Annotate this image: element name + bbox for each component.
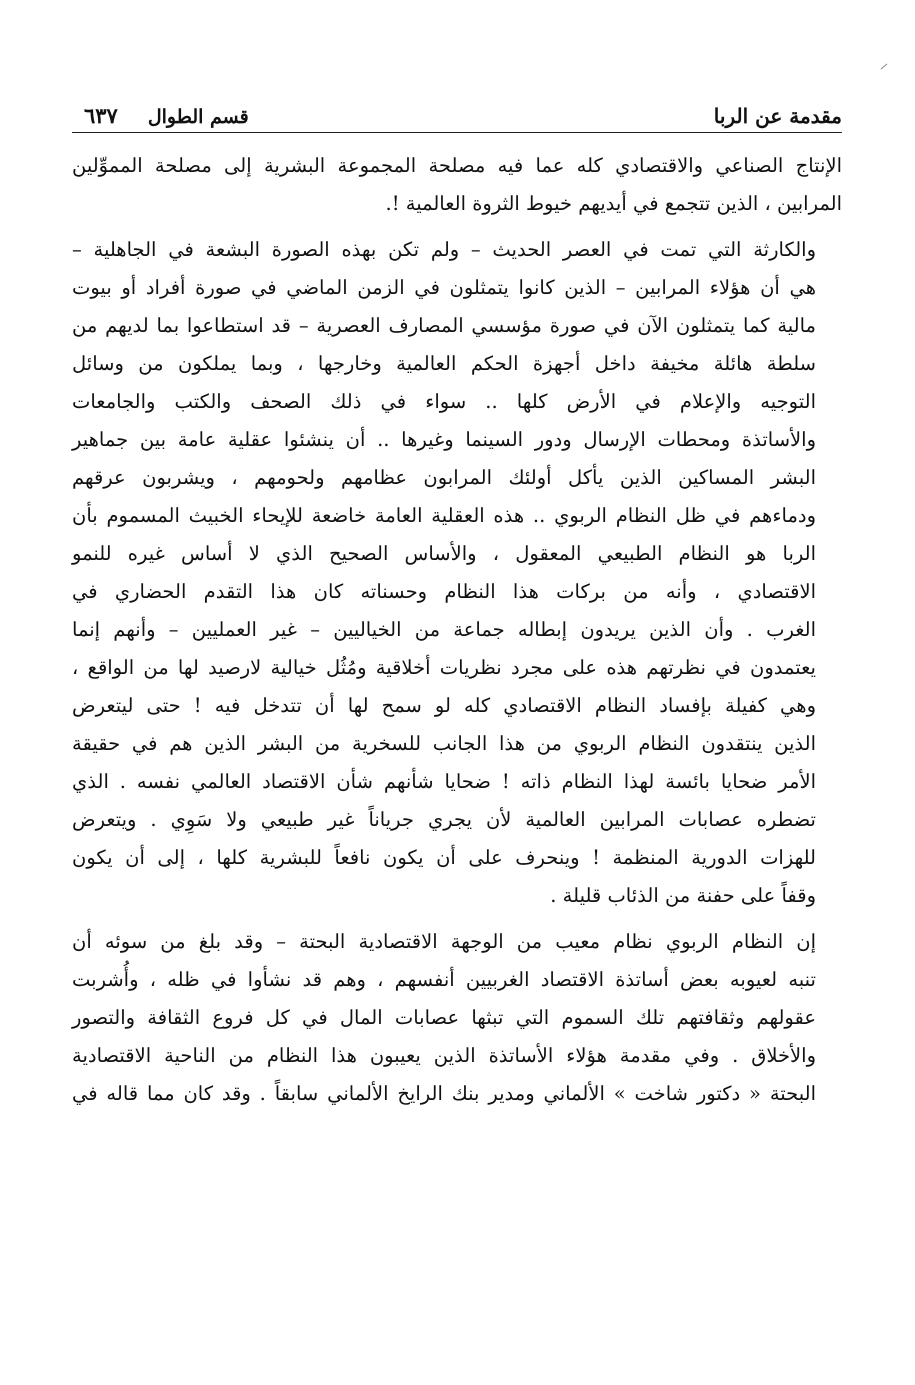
text-line: تضطره عصابات المرابين العالمية لأن يجري جرياناً غير طبيعي ولا سَوِي . ويتعرض (72, 808, 816, 831)
text-line: التوجيه والإعلام في الأرض كلها .. سواء في ذلك الصحف والكتب والجامعات (72, 390, 816, 413)
text-line: الربا هو النظام الطبيعي المعقول ، والأساس الصحيح الذي لا أساس غيره للنمو (72, 542, 816, 565)
text-line: المرابين ، الذين تتجمع في أيديهم خيوط الثروة العالمية !. (385, 192, 842, 215)
text-line: الغرب . وأن الذين يريدون إبطاله جماعة من الخياليين – غير العمليين – وأنهم إنما (72, 618, 816, 641)
text-line: للهزات الدورية المنظمة ! وينحرف على أن يكون نافعاً للبشرية كلها ، إلى أن يكون (72, 846, 816, 869)
text-line: الذين ينتقدون النظام الربوي من هذا الجانب للسخرية من البشر الذين هم في حقيقة (72, 732, 816, 755)
text-line: والأخلاق . وفي مقدمة هؤلاء الأساتذة الذين يعيبون هذا النظام من الناحية الاقتصادية (72, 1044, 816, 1067)
stray-pen-mark (881, 64, 888, 70)
page-number: ٦٣٧ (84, 103, 118, 128)
text-line: الأمر ضحايا بائسة لهذا النظام ذاته ! ضحايا شأنهم شأن الاقتصاد العالمي نفسه . الذي (72, 770, 816, 793)
paragraph-1 (72, 147, 842, 223)
text-line: الإنتاج الصناعي والاقتصادي كله عما فيه مصلحة المجموعة البشرية إلى مصلحة المموِّلين (72, 154, 842, 177)
paragraph-2 (72, 231, 842, 915)
text-line: الاقتصادي ، وأنه من بركات هذا النظام وحسناته كان هذا التقدم الحضاري في (72, 580, 816, 603)
text-line: عقولهم وثقافتهم تلك السموم التي تبثها عصابات المال في كل فروع الثقافة والتصور (72, 1006, 816, 1029)
header-rule (72, 132, 842, 133)
text-line: ودماءهم في ظل النظام الربوي .. هذه العقلية العامة خاضعة للإيحاء الخبيث المسموم بأن (72, 504, 816, 527)
book-page (72, 88, 842, 1121)
text-line: وقفاً على حفنة من الذئاب قليلة . (550, 884, 816, 907)
header-left-group (84, 103, 249, 128)
text-line: البحتة « دكتور شاخت » الألماني ومدير بنك الرايخ الألماني سابقاً . وقد كان مما قاله في (72, 1082, 816, 1105)
text-line: والأساتذة ومحطات الإرسال ودور السينما وغيرها .. أن ينشئوا عقلية عامة بين جماهير (72, 428, 816, 451)
text-line: البشر المساكين الذين يأكل أولئك المرابون عظامهم ولحومهم ، ويشربون عرقهم (72, 466, 816, 489)
running-header (72, 88, 842, 128)
text-line: سلطة هائلة مخيفة داخل أجهزة الحكم العالمية وخارجها ، وبما يملكون من وسائل (72, 352, 816, 375)
text-line: إن النظام الربوي نظام معيب من الوجهة الاقتصادية البحتة – وقد بلغ من سوئه أن (72, 930, 816, 953)
text-line: وهي كفيلة بإفساد النظام الاقتصادي كله لو سمح لها أن تتدخل فيه ! حتى ليتعرض (72, 694, 816, 717)
section-title: قسم الطوال (147, 106, 249, 128)
body-text (72, 147, 842, 1113)
text-line: يعتمدون في نظرتهم هذه على مجرد نظريات أخلاقية ومُثُل خيالية لارصيد لها من الواقع ، (72, 656, 816, 679)
text-line: مالية كما يتمثلون الآن في صورة مؤسسي المصارف العصرية – قد استطاعوا بما لديهم من (72, 314, 816, 337)
book-title: مقدمة عن الربا (713, 104, 842, 128)
paragraph-3 (72, 923, 842, 1113)
text-line: هي أن هؤلاء المرابين – الذين كانوا يتمثلون في الزمن الماضي في صورة أفراد أو بيوت (72, 276, 816, 299)
text-line: والكارثة التي تمت في العصر الحديث – ولم تكن بهذه الصورة البشعة في الجاهلية – (72, 238, 816, 261)
text-line: تنبه لعيوبه بعض أساتذة الاقتصاد الغربيين أنفسهم ، وهم قد نشأوا في ظله ، وأُشربت (72, 968, 816, 991)
